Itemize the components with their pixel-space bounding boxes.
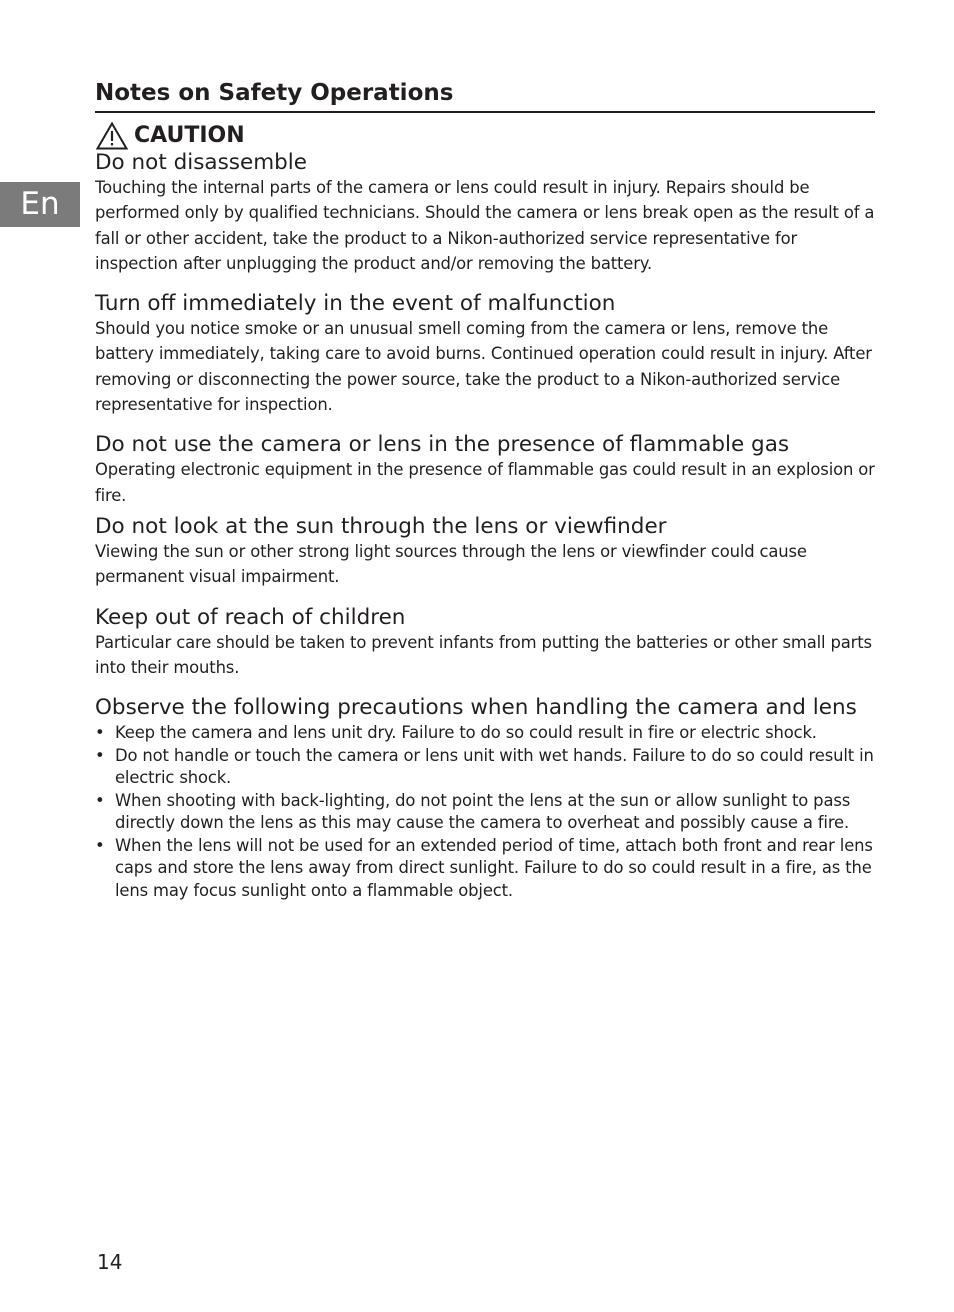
bullet-icon: • bbox=[95, 723, 105, 743]
list-item bbox=[95, 790, 875, 835]
language-tab: En bbox=[0, 182, 80, 227]
caution-label: CAUTION bbox=[134, 123, 245, 148]
list-item bbox=[95, 745, 875, 790]
precautions-list bbox=[95, 722, 875, 902]
list-item-text: Keep the camera and lens unit dry. Failure to do so could result in fire or electric shock. bbox=[115, 723, 817, 743]
section-body: Particular care should be taken to prevent infants from putting the batteries or other small parts into their mouths. bbox=[95, 632, 872, 677]
list-item bbox=[95, 722, 875, 745]
bullet-icon: • bbox=[95, 835, 105, 855]
bullet-icon: • bbox=[95, 790, 105, 810]
page-number: 14 bbox=[97, 1250, 123, 1274]
section-heading: Do not use the camera or lens in the presence of flammable gas bbox=[95, 432, 790, 458]
section-sun-viewfinder bbox=[95, 514, 875, 590]
section-heading: Turn off immediately in the event of malfunction bbox=[95, 291, 616, 317]
section-heading: Do not disassemble bbox=[95, 150, 308, 175]
section-body: Should you notice smoke or an unusual smell coming from the camera or lens, remove the battery immediately, taking care to avoid burns. Continued operation could result in injury. After removing or disconnecting the power source, take the product to a Nikon-authorized service representative for inspection. bbox=[95, 319, 872, 415]
page-title: Notes on Safety Operations bbox=[95, 76, 875, 113]
list-item-text: When shooting with back-lighting, do not point the lens at the sun or allow sunlight to pass directly down the lens as this may cause the camera to overheat and possibly cause a fire. bbox=[115, 790, 851, 833]
warning-triangle-icon bbox=[96, 122, 128, 150]
section-heading: Do not look at the sun through the lens or viewfinder bbox=[95, 513, 667, 539]
section-heading: Keep out of reach of children bbox=[95, 604, 406, 630]
section-disassemble bbox=[95, 150, 875, 276]
section-heading: Observe the following precautions when handling the camera and lens bbox=[95, 695, 857, 721]
section-body: Viewing the sun or other strong light sources through the lens or viewfinder could cause permanent visual impairment. bbox=[95, 541, 807, 587]
section-flammable-gas bbox=[95, 432, 875, 508]
section-handling-precautions bbox=[95, 695, 875, 902]
bullet-icon: • bbox=[95, 745, 105, 765]
section-malfunction bbox=[95, 291, 875, 417]
section-body: Operating electronic equipment in the presence of flammable gas could result in an explosion or fire. bbox=[95, 460, 875, 505]
list-item bbox=[95, 835, 875, 903]
section-body: Touching the internal parts of the camera or lens could result in injury. Repairs should be performed only by qualified technicians. Should the camera or lens break open as the result of a fall or other accident, take the product to a Nikon-authorized service representative for inspection after unplugging the product and/or removing the battery. bbox=[95, 178, 875, 273]
section-children bbox=[95, 605, 875, 681]
page-content bbox=[95, 76, 875, 902]
list-item-text: Do not handle or touch the camera or lens unit with wet hands. Failure to do so could result in electric shock. bbox=[115, 745, 874, 788]
caution-header bbox=[95, 122, 875, 150]
list-item-text: When the lens will not be used for an extended period of time, attach both front and rear lens caps and store the lens away from direct sunlight. Failure to do so could result in a fire, as the lens may focus sunlight onto a flammable object. bbox=[115, 835, 873, 900]
